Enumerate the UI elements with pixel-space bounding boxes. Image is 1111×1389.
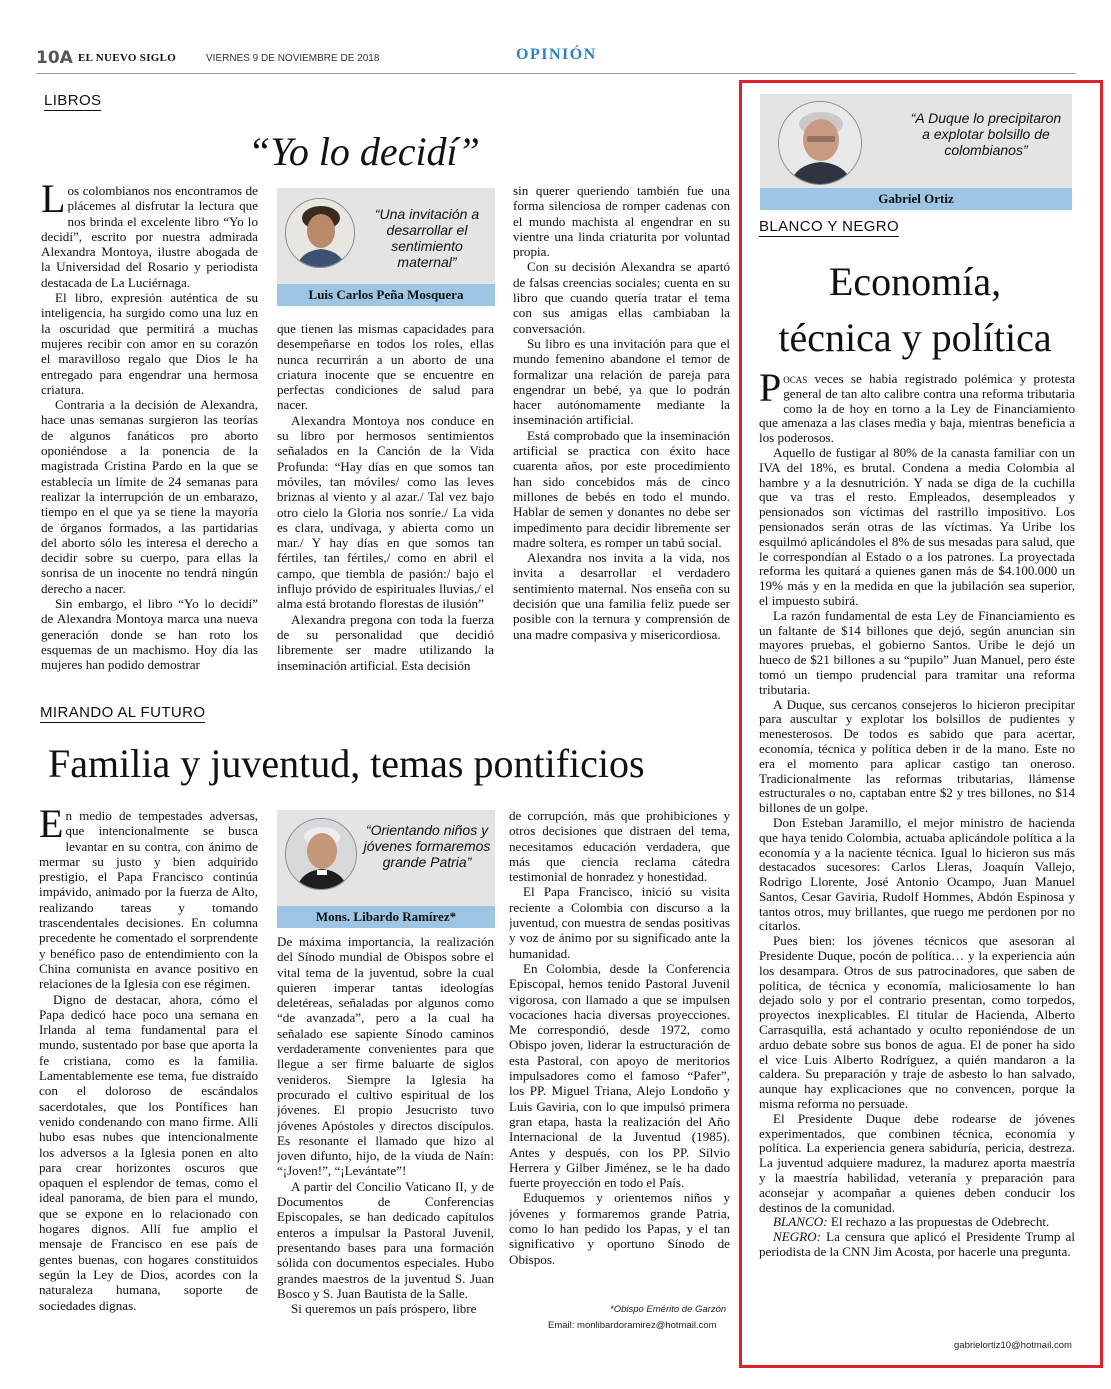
paragraph: os colombianos nos encontramos de plácemes al disfrutar la lectura que nos brinda el excelente libro “Yo lo decidí”, escrito por nuestra admirada Alexandra Montoya, ilustre abogada de la Universidad del Rosario y periodista destacada de La Luciérnaga. [41,183,258,290]
paragraph: de corrupción, más que prohibiciones y otros decisiones que distraen del tema, necesitamos educación verdadera, que más que ciencia reclama cátedra testimonial de honradez y honestidad. [509,808,730,885]
paragraph: Alexandra nos invita a la vida, nos invita a desarrollar el verdadero sentimiento maternal. Nos enseña con su decisión que una familia feliz puede ser posible con la ternura y comprensión de una madre compasiva y misericordiosa. [513,550,730,642]
author-name: Luis Carlos Peña Mosquera [277,284,495,306]
article3-title [745,254,1085,366]
pull-quote: “Una invitación a desarrollar el sentimiento maternal” [374,206,480,270]
article1-column-2 [277,321,494,673]
paragraph: En Colombia, desde la Conferencia Episcopal, hemos tenido Pastoral Juvenil vigorosa, con llamado a que se impulsen vocaciones hacia diversas proyecciones. Me correspondió, desde 1972, como Obispo joven, liderar la estructuración de esta Pastoral, con apoyo de meritorios impulsadores como el famoso “Pafer”, los PP. Miguel Triana, Alejo Londoño y Luis Gaviria, con lo que impulsó primera gran etapa, hasta la realización del Año Internacional de la Juventud (1985). Antes y después, con los PP. Silvio Herrera y Gilber Jiménez, se le ha dado fuerte proyección en todo el País. [509,960,730,1191]
paragraph: A partir del Concilio Vaticano II, y de Documentos de Conferencias Episcopales, se han dedicado capítulos enteros a impulsar la Pastoral Juvenil, presentando bases para una formación sólida con documentos especiales. Hubo grandes maestros de la juventud S. Juan Bosco y S. Juan Bautista de la Salle. [277,1178,494,1301]
dropcap: P [759,372,782,410]
article3-kicker: BLANCO Y NEGRO [759,218,900,235]
paragraph: Alexandra pregona con toda la fuerza de su personalidad que decidió libremente ser madre utilizando la inseminación artificial. Esta decisión [277,611,494,673]
article3-body [759,372,1075,1334]
author-email: Email: monlibardoramirez@hotmail.com [548,1320,717,1331]
portrait-icon [779,102,862,185]
paragraph: Sin embargo, el libro “Yo lo decidí” de Alexandra Montoya marca una nueva generación donde se han roto los esquemas de un machismo. Hoy día las mujeres han podido demostrar [41,596,258,673]
article2-title: Familia y juventud, temas pontificios [48,741,645,786]
paragraph: El Papa Francisco, inició su visita reciente a Colombia con discurso a la juventud, con muestra de sendas positivas y voz de ánimo por su significado ante la humanidad. [509,884,730,961]
paragraph: Pues bien: los jóvenes técnicos que asesoran al Presidente Duque, pocón de política… y la experiencia aún los desampara. Otros de sus patrocinadores, que saben de política, de técnica y economía, maliciosamente lo han dejado solo y por el contrario presentan, como torpedos, proyectos inexplicables. El titular de Hacienda, Alberto Carrasquilla, está achantado y oculto reponiéndose de un arduo debate sobre sus bonos de agua. El de poner ha sido el vice Luis Alberto Rodríguez, a quién mandaron a la caldera. Su preparación y traje de asbesto lo han salvado, aunque hay explicaciones que no convencen, porque la misma reforma no persuade. [759,933,1075,1112]
article1-title: “Yo lo decidí” [248,129,480,174]
blanco-note [759,1215,1075,1230]
paragraph: Está comprobado que la inseminación artificial se practica con éxito hace cuarenta años, por este procedimiento han sido concebidos más de cinco millones de bebés en todo el mundo. Hablar de semen y donantes no debe ser impedimento para decidir libremente ser madre soltera, es romper un tabú social. [513,427,730,550]
blanco-label: BLANCO: [773,1214,828,1230]
paragraph: El Presidente Duque debe rodearse de jóvenes experimentados, que combinen técnica, economía y política. La experiencia genera sabiduría, pericia, destreza. La juventud adquiere madurez, la madurez aporta maestría y la maestría habilidad, veteranía y preparación para aconsejar y acompañar a quienes deben conducir los destinos de la comunidad. [759,1110,1075,1215]
paragraph: La razón fundamental de esta Ley de Financiamiento es un faltante de $14 billones que dejó, según anuncian sin mayores pruebas, el gobierno Santos. Uribe le dejó un hueco de $21 billones a su “pupilo” Juan Manuel, pero éste tomó un tiempo prudencial para tramitar una reforma tributaria. [759,607,1075,697]
paragraph: n medio de tempestades adversas, que intencionalmente se busca levantar en su contra, con ánimo de mermar su justo y bien adquirido prestigio, el Papa Francisco continúa impávido, animado por la fuerza de Alto, realizando tareas y tomando trascendentales decisiones. En columna precedente he comentado el sorprendente y benéfico paso de entendimiento con la China comunista en avance positivo en relaciones de la Iglesia con ese régimen. [39,808,258,992]
footnote: *Obispo Emérito de Garzón [610,1304,727,1315]
pull-quote: “A Duque lo precipitaron a explotar bolsillo de colombianos” [910,110,1062,158]
paragraph: Su libro es una invitación para que el mundo femenino abandone el temor de formalizar una relación de pareja para engendrar un bebé, ya que lo podrán hacer autónomamente mediante la inseminación artificial. [513,335,730,428]
paragraph: Aquello de fustigar al 80% de la canasta familiar con un IVA del 18%, es brutal. Condena a media Colombia al hambre y a la desnutrición. Y nada se diga de la cuchilla que va tras el resto. Empleados, desempleados y pensionados son víctimas del rastrillo impositivo. Los pensionados serán otras de las víctimas. Ya Uribe los esquilmó aplicándoles el 8% de sus mesadas para salud, que le correspondían al Estado o a los patrones. La proyectada reforma les quitará a quienes ganen más de $4.100.000 un 19% más y en la medida en que la jubilación sea superior, el impuesto subirá. [759,444,1075,608]
negro-note [759,1230,1075,1260]
article2-column-3 [509,808,730,1298]
section-name: OPINIÓN [516,46,597,63]
paragraph: veces se había registrado polémica y protesta general de tan alto calibre contra una reforma tributaria como la de hoy en torno a la Ley de Financiamiento que amenaza a las clases media y baja, mientras beneficia a los poderosos. [759,372,1075,446]
paragraph: Digno de destacar, ahora, cómo el Papa dedicó hace poco una semana en Irlanda al tema fundamental para el mundo, sustentado por base que aporta la fe cristiana, como es la familia. Lamentablemente ese tema, fue distraído con el doloroso de escándalos sacerdotales, que los Pontífices han venido condenando con mano firme. Allí hubo esas nubes que intencionalmente los adversos a la Iglesia ponen en alto para crear horizontes oscuros que opaquen el esplendor de temas, como el ideal panorama, de bien para el mundo, que se expone en lo relacionado con hogares dignos. Allí fue amplio el mensaje de Francisco en ese país de gentes buenas, con hogares constituidos según la Ley de Dios, acordes con la naturaleza humana, soporte de sociedades dignas. [39,991,258,1313]
article2-column-1 [39,808,258,1336]
pull-quote: “Orientando niños y jóvenes formaremos grande Patria” [363,822,491,870]
article2-column-2 [277,934,494,1334]
author-name: Mons. Libardo Ramírez* [277,906,495,928]
paragraph: De máxima importancia, la realización del Sínodo mundial de Obispos sobre el vital tema de la juventud, sobre la cual quieren imperar tantas ideologías deletéreas, señaladas por algunos como “de avanzada”, pero a la cual ha señalado ese sapiente Sínodo caminos verdaderamente convenientes para que llegue a ser firme baluarte de siglos venideros. Siempre la Iglesia ha procurado el cultivo espiritual de los jóvenes. El propio Jesucristo tuvo jóvenes Apóstoles y directos discípulos. Es resonante el llamado que hizo al joven difunto, hijo, de la viuda de Naín: “¡Joven!”, “¡Levántate”! [277,934,494,1179]
page-number: 10A [36,48,73,68]
negro-label: NEGRO: [773,1229,822,1245]
article2-kicker: MIRANDO AL FUTURO [40,704,206,721]
author-photo [285,818,357,890]
author-box [277,810,495,928]
article1-column-3 [513,183,730,673]
author-email: gabrielortiz10@hotmail.com [954,1340,1072,1351]
paragraph: Don Esteban Jaramillo, el mejor ministro de hacienda que haya tenido Colombia, actuaba aplicándole política a la economía y a la naciente técnica. Igual lo hicieron sus más destacados sucesores: Carlos Lleras, Joaquín Vallejo, Rodrigo Llorente, José Antonio Ocampo, Juan Manuel Santos, Cesar Gaviria, Rudolf Hommes, Abdón Espinosa y tantos otros, muy brillantes, que ruego me perdonen por no citarlos. [759,814,1075,934]
paragraph: Contraria a la decisión de Alexandra, hace unas semanas surgieron las teorías de algunos fanáticos pro aborto oponiéndose a la ponencia de la magistrada Cristina Pardo en la que se establecía un límite de 24 semanas para realizar la interrupción de un embarazo, tiempo en el que ya se tiene la mayoría de órganos formados, a las partidarias del aborto sólo les interesa el derecho a decidir sobre su cuerpo, para ellas la sonrisa de un inocente no tendrá ningún derecho a nacer. [41,397,258,596]
paragraph: Con su decisión Alexandra se apartó de falsas creencias sociales; cuenta en su libro que cuando quería tratar el tema con sus amigas ellas cambiaban la conversación. [513,259,730,336]
title-line: técnica y política [778,315,1052,360]
portrait-icon [286,199,355,268]
portrait-icon [286,819,357,890]
paragraph: A Duque, sus cercanos consejeros lo hicieron precipitar para auscultar y explotar los bolsillos de pudientes y menesterosos. De todos es sabido que para acertar, economía, técnica y política deben ir de la mano. Este no era el momento para aplicar castigo tan oneroso. Tradicionalmente las reformas tributarias, llámense estructurales o no, captaban entre $2 y tres billones, no $14 billones de un golpe. [759,696,1075,816]
newspaper-name: EL NUEVO SIGLO [78,52,177,64]
author-photo [778,101,862,185]
dropcap: L [41,183,66,221]
issue-date: VIERNES 9 DE NOVIEMBRE DE 2018 [206,53,380,64]
author-box [277,188,495,306]
author-box [760,94,1072,210]
blanco-text: El rechazo a las propuestas de Odebrecht. [827,1214,1050,1230]
title-line: Economía, [828,259,1002,304]
lead-word: ocas [783,372,808,386]
paragraph: Alexandra Montoya nos conduce en su libro por hermosos sentimientos señalados en la Canción de la Vida Profunda: “Hay días en que somos tan móviles, tan móviles/ como las leves briznas al viento y al azar./ Tal vez bajo otro cielo la Gloria nos sonríe./ La vida es clara, undívaga, y abierta como un mar./ Y hay días en que somos tan fértiles, tan fértiles,/ como en abril el campo, que tiembla de pasión:/ bajo el influjo próvido de espirituales lluvias,/ el alma está brotando florestas de ilusión” [277,412,494,612]
negro-text: La censura que aplicó el Presidente Trump al periodista de la CNN Jim Acosta, por hacerle una pregunta. [759,1229,1075,1260]
paragraph: sin querer queriendo también fue una forma silenciosa de romper cadenas con el mundo machista al engendrar en su vientre una linda criaturita por voluntad propia. [513,183,730,260]
author-photo [285,198,355,268]
dropcap: E [39,808,64,846]
paragraph: Si queremos un país próspero, libre [291,1301,477,1317]
paragraph: que tienen las mismas capacidades para desempeñarse en todos los roles, ellas nunca recurrirán a un aborto de una criatura inocente que se encuentre en perfectas condiciones de salud para nacer. [277,321,494,413]
article1-kicker: LIBROS [44,92,102,109]
article1-column-1 [41,183,258,673]
paragraph: Eduquemos y orientemos niños y jóvenes y formaremos grande Patria, como lo han pedido los Papas, y el tan significativo y oportuno Sínodo de Obispos. [509,1190,730,1267]
paragraph: El libro, expresión auténtica de su inteligencia, ha surgido como una luz en la oscuridad que permitirá a muchas mujeres recibir con amor en su corazón el maravilloso regalo que Dios le ha entregado para engendrar una hermosa criatura. [41,290,258,397]
author-name: Gabriel Ortiz [760,188,1072,210]
page-header [36,46,1076,74]
